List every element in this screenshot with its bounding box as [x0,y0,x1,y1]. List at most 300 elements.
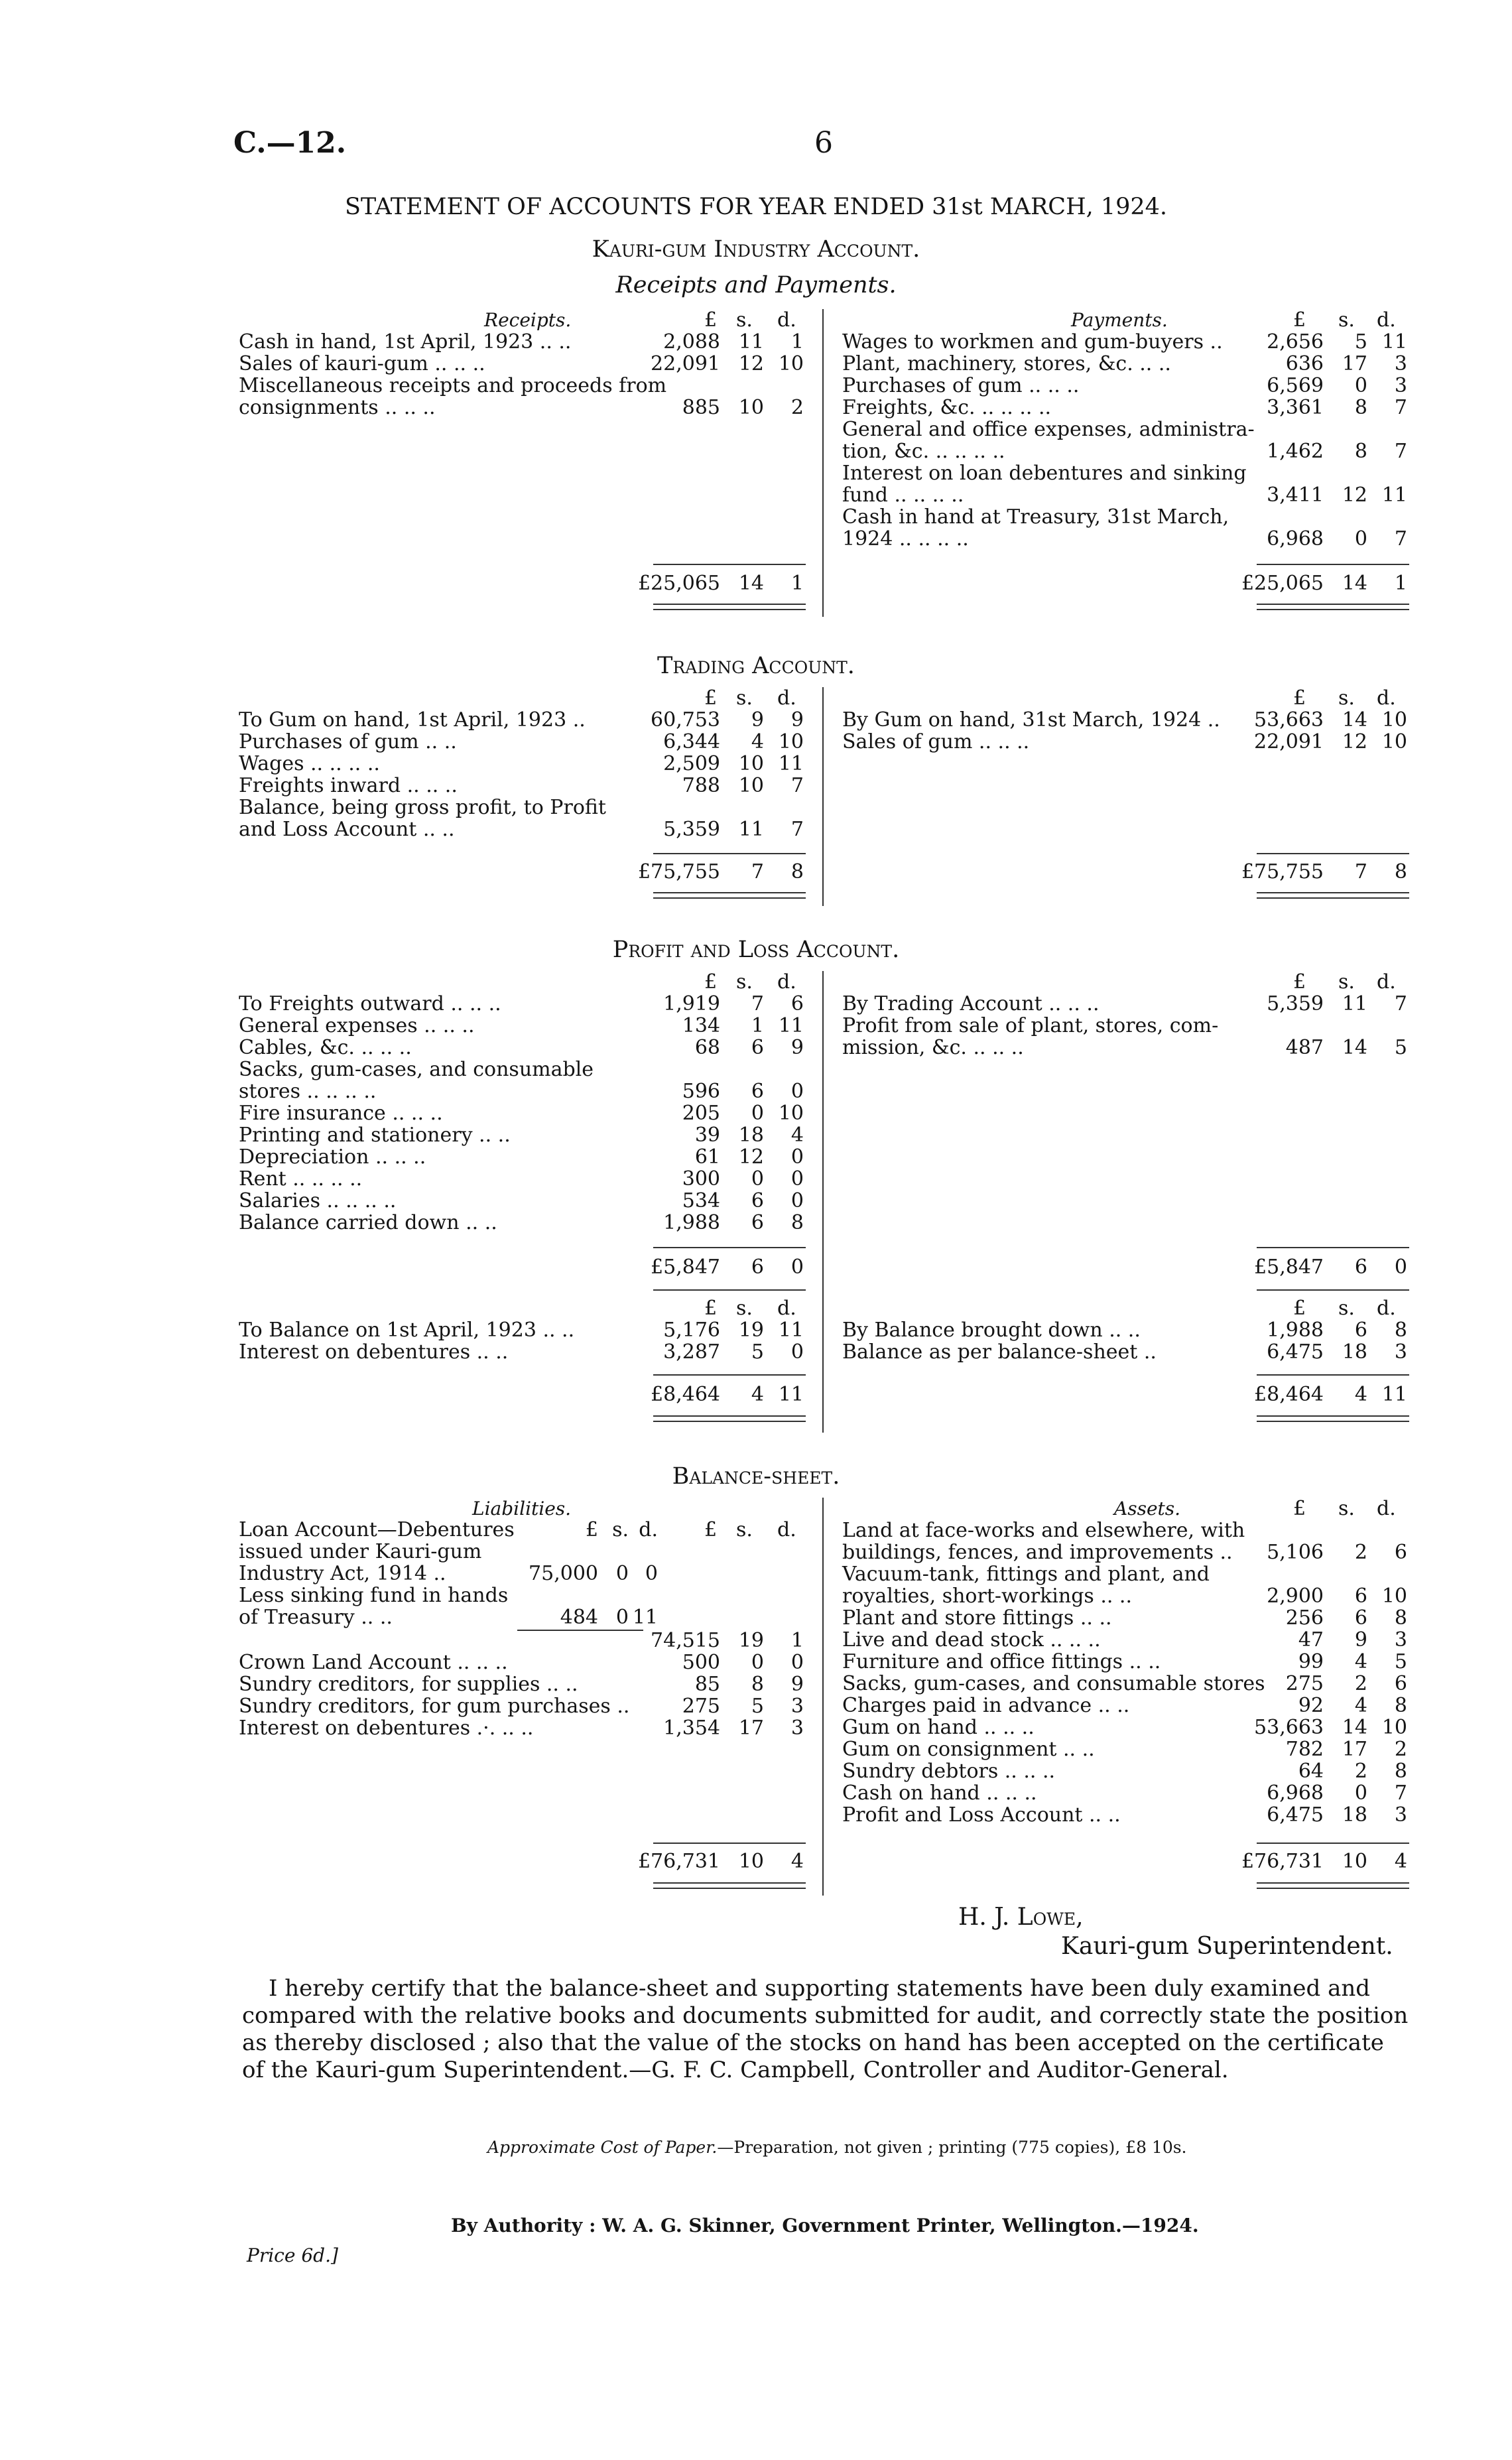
receipts-payments-heading: Receipts and Payments. [615,272,897,298]
ledger-item-shillings: 9 [1354,1628,1367,1651]
total-pence: 1 [790,572,804,595]
ledger-item-text: Sundry debtors .. .. .. [842,1760,1056,1783]
total-pounds: £5,847 [651,1256,720,1279]
ledger-row [842,1319,1413,1341]
ledger-item-pence: 0 [790,1145,804,1169]
ledger-item-text: By Trading Account .. .. .. [842,992,1100,1015]
trading-left-total [239,861,809,883]
ledger-item-shillings: s. [612,1518,629,1541]
pence-header: d. [1377,1297,1396,1320]
total-pence: 0 [790,1256,804,1279]
ledger-item-shillings: 2 [1354,1541,1367,1564]
pl-left2-total-rule [653,1374,806,1376]
ledger-item-pounds: £ [585,1518,598,1541]
ledger-row [842,1541,1413,1563]
ledger-item-pence: 10 [778,352,804,375]
rp-divider [822,309,824,617]
trading-left-total-rule [653,853,806,854]
signatory-name: H. J. Lowe, [958,1904,1084,1931]
trading-heading: Trading Account. [657,653,855,679]
certificate-line-2: compared with the relative books and documents submitted for audit, and correctly state the position [242,2002,1409,2029]
pence-header: d. [777,1297,796,1320]
ledger-row [239,1080,809,1102]
ledger-item-shillings: 6 [751,1036,764,1059]
ledger-item-text: Gum on consignment .. .. [842,1738,1095,1761]
ledger-item-text: Land at face-works and elsewhere, with [842,1519,1245,1542]
shillings-header: s. [1338,1297,1355,1320]
bs-left-total-rule [653,1843,806,1844]
ledger-row [239,753,809,775]
ledger-item-pence: 10 [778,1102,804,1125]
ledger-item-pence: 8 [1394,1319,1407,1342]
ledger-item-text: Plant, machinery, stores, &c. .. .. [842,352,1171,375]
ledger-item-pounds: 61 [694,1145,720,1169]
ledger-item-text: Wages .. .. .. .. [239,752,380,775]
pence-header: d. [777,1518,796,1541]
loan-account-lines [239,1519,663,1628]
ledger-row [239,1651,809,1673]
ledger-item-shillings: 0 [751,1651,764,1674]
bs-right-double-rule [1257,1882,1409,1889]
total-pence: 0 [1394,1256,1407,1279]
ledger-item-shillings: 2 [1354,1760,1367,1783]
ledger-item-pounds: 487 [1285,1036,1324,1059]
total-pence: 8 [790,860,804,883]
rp-left-cols [0,309,809,331]
ledger-row [842,1804,1413,1826]
ledger-item-pounds: 500 [682,1651,720,1674]
ledger-item-pence: 8 [1394,1760,1407,1783]
pence-header: d. [1377,970,1396,994]
ledger-item-pence: 9 [790,1036,804,1059]
ledger-item-text: and Loss Account .. .. [239,818,455,841]
rp-right-cols [842,309,1413,331]
ledger-item-pounds: 75,000 [529,1562,598,1585]
ledger-item-pounds: 1,988 [663,1211,720,1234]
ledger-item-pounds: 2,900 [1267,1585,1324,1608]
ledger-item-pounds: 885 [682,396,720,419]
loan-net-row [239,1630,809,1651]
ledger-item-pence: 0 [645,1562,658,1585]
ledger-item-shillings: 4 [1354,1650,1367,1673]
column-headers [0,309,809,331]
pl-left-rule [653,1289,806,1291]
trading-debits [239,709,809,840]
ledger-item-text: fund .. .. .. .. [842,484,964,507]
ledger-item-pence: 6 [790,992,804,1015]
ledger-item-pounds: 484 [560,1606,598,1629]
ledger-item-pounds: 22,091 [1254,730,1324,753]
page-reference: C.—12. [233,126,347,160]
ledger-item-shillings: 0 [615,1562,629,1585]
ledger-item-text: issued under Kauri-gum [239,1540,482,1563]
total-pounds: £76,731 [637,1850,720,1873]
bs-left-double-rule [653,1882,806,1889]
ledger-row [239,1059,809,1080]
ledger-row [842,731,1413,753]
ledger-item-pounds: 5,176 [663,1319,720,1342]
total-shillings: 7 [1354,860,1367,883]
ledger-item-pounds: 2,088 [663,330,720,354]
ledger-item-pence: 7 [1394,396,1407,419]
ledger-item-text: Sales of kauri-gum .. .. .. [239,352,485,375]
ledger-row [842,1520,1413,1541]
ledger-row [239,1606,663,1628]
ledger-row [239,1037,809,1059]
certificate-paragraph [242,1975,1409,2084]
ledger-item-text: By Balance brought down .. .. [842,1319,1141,1342]
ledger-item-pounds: 3,411 [1267,484,1324,507]
ledger-item-text: Purchases of gum .. .. [239,730,457,753]
ledger-item-shillings: 11 [738,330,764,354]
ledger-item-pence: 0 [790,1167,804,1191]
ledger-item-pence: 11 [778,752,804,775]
ledger-row [842,1673,1413,1695]
receipts-list [239,331,809,419]
ledger-item-pence: 3 [1394,1628,1407,1651]
ledger-item-text: Charges paid in advance .. .. [842,1694,1130,1717]
total-pounds: £25,065 [637,572,720,595]
ledger-item-text: Balance, being gross profit, to Profit [239,796,606,819]
signatory-title: Kauri-gum Superintendent. [1061,1933,1393,1960]
ledger-item-pounds: 92 [1298,1694,1324,1717]
ledger-row [842,1015,1413,1037]
ledger-row [842,1341,1413,1363]
ledger-item-shillings: 9 [751,708,764,732]
ledger-item-shillings: 19 [738,1319,764,1342]
pounds-header: £ [1293,970,1306,994]
ledger-item-pence: 11 [1381,484,1407,507]
ledger-item-text: Cash on hand .. .. .. [842,1781,1037,1805]
ledger-item-pence: 7 [1394,440,1407,463]
total-shillings: 14 [738,572,764,595]
ledger-item-shillings: 0 [751,1102,764,1125]
ledger-row [842,1782,1413,1804]
ledger-item-pence: 4 [790,1124,804,1147]
ledger-item-pence: 3 [790,1695,804,1718]
assets-total [842,1850,1413,1872]
ledger-item-shillings: 10 [738,774,764,797]
rp-left-double-rule [653,604,806,610]
ledger-item-pounds: 6,569 [1267,374,1324,397]
shillings-header: s. [736,1518,753,1541]
assets-list [842,1520,1413,1826]
ledger-item-shillings: 6 [751,1189,764,1212]
ledger-item-shillings: 6 [751,1211,764,1234]
liabilities-heading: Liabilities. [472,1498,572,1520]
ledger-item-shillings: 5 [751,1340,764,1364]
ledger-item-text: Profit from sale of plant, stores, com- [842,1014,1219,1037]
ledger-item-shillings: 7 [751,992,764,1015]
total-pounds: £75,755 [1241,860,1324,883]
ledger-item-text: Sales of gum .. .. .. [842,730,1030,753]
shillings-header: s. [736,1297,753,1320]
ledger-row [842,1607,1413,1629]
ledger-item-pence: 3 [1394,1340,1407,1364]
ledger-item-shillings: 0 [1354,527,1367,550]
pounds-header: £ [1293,686,1306,710]
pl-debits [239,993,809,1234]
shillings-header: s. [1338,308,1355,332]
ledger-item-pounds: 53,663 [1254,708,1324,732]
ledger-row [842,484,1413,506]
ledger-row [239,1563,663,1585]
total-pounds: £8,464 [1254,1383,1324,1406]
ledger-item-text: Fire insurance .. .. .. [239,1102,443,1125]
ledger-item-text: of Treasury .. .. [239,1606,393,1629]
pl-right2-cols [842,1297,1413,1319]
receipts-heading: Receipts. [484,309,572,331]
ledger-row [239,1717,809,1739]
ledger-item-shillings: 6 [751,1080,764,1103]
ledger-item-pence: 3 [790,1716,804,1740]
ledger-item-pounds: 39 [694,1124,720,1147]
ledger-row [239,1146,809,1168]
page-number: 6 [814,126,833,160]
ledger-row [842,397,1413,419]
total-pounds: £8,464 [651,1383,720,1406]
ledger-item-pounds: 1,988 [1267,1319,1324,1342]
ledger-item-shillings: 12 [738,352,764,375]
trading-left-cols [239,687,809,709]
ledger-item-text: Sundry creditors, for gum purchases .. [239,1695,630,1718]
total-shillings: 7 [751,860,764,883]
shillings-header: s. [736,970,753,994]
pence-header: d. [777,308,796,332]
ledger-row [239,1212,809,1234]
pl-left2-total [239,1384,809,1405]
ledger-row [239,1319,809,1341]
pence-header: d. [1377,686,1396,710]
ledger-item-pounds: 636 [1285,352,1324,375]
total-shillings: 4 [1354,1383,1367,1406]
bs-divider [822,1498,824,1896]
ledger-item-shillings: 5 [751,1695,764,1718]
ledger-item-pence: 8 [1394,1694,1407,1717]
ledger-item-text: Crown Land Account .. .. .. [239,1651,508,1674]
ledger-item-shillings: 0 [751,1167,764,1191]
pl-appropriation-credits [842,1319,1413,1363]
ledger-item-shillings: 11 [1342,992,1367,1015]
ledger-item-pence: 9 [790,1673,804,1696]
pl-left-cols [239,971,809,993]
ledger-item-shillings: 14 [1342,1036,1367,1059]
ledger-item-shillings: 4 [751,730,764,753]
ledger-item-pounds: 85 [694,1673,720,1696]
ledger-item-pence: 2 [1394,1738,1407,1761]
payments-heading: Payments. [1071,309,1168,331]
ledger-item-pence: 6 [1394,1541,1407,1564]
total-pence: 4 [790,1850,804,1873]
total-pence: 4 [1394,1850,1407,1873]
total-shillings: 6 [1354,1256,1367,1279]
loan-net-pence: 1 [790,1629,804,1652]
pl-right-total [842,1256,1413,1278]
ledger-item-pence: 8 [1394,1606,1407,1630]
ledger-item-pounds: 68 [694,1036,720,1059]
ledger-item-text: buildings, fences, and improvements .. [842,1541,1233,1564]
ledger-row [842,1037,1413,1059]
pl-credits [842,993,1413,1059]
ledger-item-text: Cash in hand at Treasury, 31st March, [842,505,1229,529]
shillings-header: s. [1338,970,1355,994]
trading-right-total-rule [1257,853,1409,854]
ledger-item-pence: 8 [790,1211,804,1234]
total-pounds: £75,755 [637,860,720,883]
ledger-item-pence: 0 [790,1340,804,1364]
ledger-item-text: To Freights outward .. .. .. [239,992,501,1015]
ledger-item-shillings: 10 [738,752,764,775]
pence-header: d. [777,686,796,710]
ledger-item-text: Cables, &c. .. .. .. [239,1036,412,1059]
pl-divider [822,971,824,1433]
ledger-item-text: Wages to workmen and gum-buyers .. [842,330,1223,354]
pounds-header: £ [704,1518,718,1541]
ledger-item-pounds: 3,287 [663,1340,720,1364]
ledger-row [842,709,1413,731]
ledger-row [842,1563,1413,1585]
ledger-row [239,397,809,419]
ledger-item-shillings: 2 [1354,1672,1367,1695]
ledger-item-pounds: 782 [1285,1738,1324,1761]
ledger-item-pence: 0 [790,1651,804,1674]
total-shillings: 4 [751,1383,764,1406]
ledger-row [842,506,1413,528]
total-shillings: 6 [751,1256,764,1279]
ledger-item-pence: 11 [632,1606,658,1629]
ledger-row [239,1102,809,1124]
ledger-item-pence: 10 [778,730,804,753]
ledger-item-pence: 11 [778,1014,804,1037]
trading-right-cols [842,687,1413,709]
ledger-item-pounds: 3,361 [1267,396,1324,419]
pl-left2-cols [239,1297,809,1319]
ledger-item-shillings: 0 [615,1606,629,1629]
ledger-item-shillings: 12 [1342,730,1367,753]
ledger-item-pence: 10 [1381,708,1407,732]
ledger-item-text: Sacks, gum-cases, and consumable [239,1058,594,1081]
ledger-item-shillings: 10 [738,396,764,419]
ledger-item-pounds: 205 [682,1102,720,1125]
ledger-item-pence: 7 [790,774,804,797]
ledger-item-text: Cash in hand, 1st April, 1923 .. .. [239,330,572,354]
ledger-row [842,331,1413,353]
pounds-header: £ [1293,1497,1306,1520]
ledger-item-shillings: 17 [738,1716,764,1740]
ledger-item-pence: 2 [790,396,804,419]
ledger-item-pounds: 1,354 [663,1716,720,1740]
ledger-row [239,375,809,397]
ledger-row [239,1124,809,1146]
ledger-item-pounds: 64 [1298,1760,1324,1783]
pounds-header: £ [704,1297,718,1320]
ledger-item-pounds: 1,919 [663,992,720,1015]
ledger-item-shillings: 4 [1354,1694,1367,1717]
ledger-item-pence: 10 [1381,730,1407,753]
ledger-item-text: Loan Account—Debentures [239,1518,515,1541]
total-pence: 1 [1394,572,1407,595]
ledger-item-pounds: 6,475 [1267,1340,1324,1364]
ledger-item-pounds: 300 [682,1167,720,1191]
ledger-item-pounds: 47 [1298,1628,1324,1651]
ledger-row [239,775,809,797]
ledger-item-shillings: 12 [738,1145,764,1169]
ledger-item-text: tion, &c. .. .. .. .. [842,440,1005,463]
ledger-item-text: Rent .. .. .. .. [239,1167,363,1191]
ledger-item-text: consignments .. .. .. [239,396,436,419]
bs-right-cols [842,1498,1413,1520]
ledger-item-text: royalties, short-workings .. .. [842,1585,1133,1608]
paper-cost-text: —Preparation, not given ; printing (775 copies), £8 10s. [717,2138,1187,2157]
ledger-item-text: Interest on debentures .·. .. .. [239,1716,534,1740]
ledger-item-shillings: 0 [1354,374,1367,397]
ledger-row [239,1015,809,1037]
ledger-item-text: Interest on loan debentures and sinking [842,462,1247,485]
certificate-line-4: of the Kauri-gum Superintendent.—G. F. C. Campbell, Controller and Auditor-General. [242,2057,1229,2083]
ledger-row [239,1190,809,1212]
pl-left-total-rule [653,1247,806,1248]
ledger-row [842,1716,1413,1738]
price-note: Price 6d.] [247,2244,338,2266]
pounds-header: £ [1293,1297,1306,1320]
pl-right2-total [842,1384,1413,1405]
certificate-line-1: I hereby certify that the balance-sheet and supporting statements have been duly examined and [269,1975,1371,2002]
ledger-row [842,528,1413,550]
total-pounds: £5,847 [1254,1256,1324,1279]
trading-left-double-rule [653,892,806,899]
total-shillings: 10 [1342,1850,1367,1873]
ledger-item-pounds: 99 [1298,1650,1324,1673]
paper-cost-note [487,2138,1187,2157]
ledger-row [842,1651,1413,1673]
ledger-item-pounds: 5,359 [663,818,720,841]
ledger-item-pounds: 53,663 [1254,1716,1324,1739]
trading-right-double-rule [1257,892,1409,899]
pl-right2-double-rule [1257,1415,1409,1422]
ledger-item-pounds: 788 [682,774,720,797]
ledger-item-text: Furniture and office fittings .. .. [842,1650,1161,1673]
ledger-row [239,1673,809,1695]
ledger-row [239,731,809,753]
ledger-item-pence: 0 [790,1189,804,1212]
statement-title: STATEMENT OF ACCOUNTS FOR YEAR ENDED 31st MARCH, 1924. [344,194,1168,220]
ledger-item-pounds: 6,968 [1267,527,1324,550]
ledger-item-pence: 11 [778,1319,804,1342]
pl-left2-double-rule [653,1415,806,1422]
ledger-item-text: Balance as per balance-sheet .. [842,1340,1157,1364]
ledger-item-pounds: 2,656 [1267,330,1324,354]
ledger-item-pence: d. [639,1518,658,1541]
ledger-item-text: General and office expenses, administra- [842,418,1255,441]
bs-right-total-rule [1257,1843,1409,1844]
ledger-row [239,353,809,375]
ledger-item-text: By Gum on hand, 31st March, 1924 .. [842,708,1220,732]
ledger-item-text: Gum on hand .. .. .. [842,1716,1035,1739]
total-pence: 11 [1381,1383,1407,1406]
ledger-item-pounds: 596 [682,1080,720,1103]
ledger-item-shillings: 17 [1342,1738,1367,1761]
pl-right-rule [1257,1289,1409,1291]
ledger-item-pounds: 275 [1285,1672,1324,1695]
ledger-item-pounds: 22,091 [651,352,720,375]
ledger-item-pence: 6 [1394,1672,1407,1695]
ledger-item-pounds: 6,344 [663,730,720,753]
ledger-row [239,1585,663,1606]
pl-appropriation-debits [239,1319,809,1363]
ledger-item-pence: 5 [1394,1036,1407,1059]
receipts-total [239,572,809,594]
ledger-row [239,1695,809,1717]
